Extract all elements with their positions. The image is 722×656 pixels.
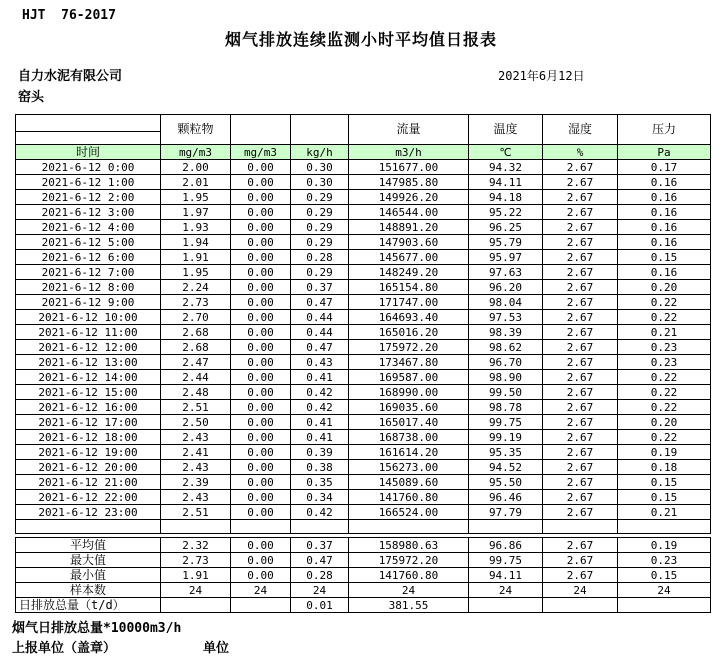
summary-value-cell: 24 — [161, 583, 231, 598]
value-cell: 0.42 — [291, 505, 349, 520]
table-row — [16, 325, 711, 340]
value-cell: 2.01 — [161, 175, 231, 190]
value-cell: 0.22 — [618, 430, 711, 445]
value-cell: 98.39 — [469, 325, 543, 340]
empty-cell — [291, 520, 349, 534]
value-cell: 0.17 — [618, 160, 711, 175]
unit-percent: % — [543, 145, 618, 160]
value-cell: 0.16 — [618, 205, 711, 220]
value-cell: 146544.00 — [349, 205, 469, 220]
table-row — [16, 280, 711, 295]
value-cell: 0.00 — [231, 325, 291, 340]
table-row — [16, 415, 711, 430]
value-cell: 0.15 — [618, 475, 711, 490]
table-row — [16, 250, 711, 265]
value-cell: 2.67 — [543, 235, 618, 250]
time-cell: 2021-6-12 5:00 — [16, 235, 161, 250]
table-row — [16, 190, 711, 205]
value-cell: 2.43 — [161, 490, 231, 505]
value-cell: 2.67 — [543, 400, 618, 415]
time-cell: 2021-6-12 4:00 — [16, 220, 161, 235]
value-cell: 94.11 — [469, 175, 543, 190]
value-cell: 0.00 — [231, 280, 291, 295]
unit-m3-h: m3/h — [349, 145, 469, 160]
value-cell: 0.00 — [231, 415, 291, 430]
value-cell: 0.20 — [618, 415, 711, 430]
value-cell: 169035.60 — [349, 400, 469, 415]
value-cell: 0.00 — [231, 160, 291, 175]
summary-row-label: 日排放总量（t/d） — [16, 598, 161, 613]
value-cell: 1.95 — [161, 265, 231, 280]
value-cell: 0.00 — [231, 220, 291, 235]
standard-code: HJT 76-2017 — [22, 8, 116, 23]
unit-label: 单位 — [203, 641, 230, 656]
summary-value-cell: 2.73 — [161, 553, 231, 568]
value-cell: 98.62 — [469, 340, 543, 355]
value-cell: 2.67 — [543, 445, 618, 460]
value-cell: 166524.00 — [349, 505, 469, 520]
time-cell: 2021-6-12 15:00 — [16, 385, 161, 400]
value-cell: 147903.60 — [349, 235, 469, 250]
value-cell: 0.00 — [231, 190, 291, 205]
value-cell: 2.51 — [161, 400, 231, 415]
unit-pa: Pa — [618, 145, 711, 160]
value-cell: 0.16 — [618, 190, 711, 205]
table-body — [16, 160, 711, 613]
summary-value-cell: 0.37 — [291, 538, 349, 553]
value-cell: 169587.00 — [349, 370, 469, 385]
value-cell: 0.00 — [231, 295, 291, 310]
summary-value-cell: 0.00 — [231, 553, 291, 568]
value-cell: 1.94 — [161, 235, 231, 250]
value-cell: 0.00 — [231, 430, 291, 445]
value-cell: 2.67 — [543, 250, 618, 265]
time-cell: 2021-6-12 19:00 — [16, 445, 161, 460]
summary-value-cell: 0.00 — [231, 568, 291, 583]
header-blank-2 — [291, 115, 349, 145]
header-temperature: 温度 — [469, 115, 543, 145]
summary-value-cell: 24 — [618, 583, 711, 598]
value-cell: 0.22 — [618, 400, 711, 415]
time-cell: 2021-6-12 2:00 — [16, 190, 161, 205]
unit-celsius: ℃ — [469, 145, 543, 160]
time-cell: 2021-6-12 0:00 — [16, 160, 161, 175]
value-cell: 2.44 — [161, 370, 231, 385]
value-cell: 0.18 — [618, 460, 711, 475]
value-cell: 0.28 — [291, 250, 349, 265]
value-cell: 2.43 — [161, 460, 231, 475]
value-cell: 2.48 — [161, 385, 231, 400]
value-cell: 0.30 — [291, 160, 349, 175]
value-cell: 2.43 — [161, 430, 231, 445]
value-cell: 0.16 — [618, 235, 711, 250]
value-cell: 0.00 — [231, 400, 291, 415]
value-cell: 145089.60 — [349, 475, 469, 490]
value-cell: 0.00 — [231, 460, 291, 475]
summary-value-cell: 24 — [291, 583, 349, 598]
summary-row-label: 最大值 — [16, 553, 161, 568]
value-cell: 0.35 — [291, 475, 349, 490]
value-cell: 2.67 — [543, 430, 618, 445]
summary-value-cell: 2.67 — [543, 568, 618, 583]
table-row — [16, 460, 711, 475]
value-cell: 2.67 — [543, 160, 618, 175]
value-cell: 0.00 — [231, 385, 291, 400]
value-cell: 161614.20 — [349, 445, 469, 460]
summary-row — [16, 538, 711, 553]
site-name: 窑头 — [18, 90, 45, 105]
summary-row — [16, 583, 711, 598]
table-row — [16, 205, 711, 220]
value-cell: 2.67 — [543, 295, 618, 310]
summary-value-cell — [231, 598, 291, 613]
summary-value-cell: 175972.20 — [349, 553, 469, 568]
time-cell: 2021-6-12 18:00 — [16, 430, 161, 445]
value-cell: 0.00 — [231, 505, 291, 520]
value-cell: 2.50 — [161, 415, 231, 430]
summary-value-cell: 2.67 — [543, 538, 618, 553]
time-column-header: 时间 — [16, 145, 161, 160]
value-cell: 0.00 — [231, 205, 291, 220]
value-cell: 0.22 — [618, 295, 711, 310]
value-cell: 2.67 — [543, 370, 618, 385]
table-row — [16, 370, 711, 385]
value-cell: 2.67 — [543, 415, 618, 430]
header-blank-1 — [231, 115, 291, 145]
time-cell: 2021-6-12 3:00 — [16, 205, 161, 220]
value-cell: 0.47 — [291, 340, 349, 355]
value-cell: 1.93 — [161, 220, 231, 235]
unit-mg-m3-b: mg/m3 — [231, 145, 291, 160]
value-cell: 0.30 — [291, 175, 349, 190]
time-cell: 2021-6-12 8:00 — [16, 280, 161, 295]
table-row — [16, 430, 711, 445]
summary-value-cell: 1.91 — [161, 568, 231, 583]
value-cell: 96.46 — [469, 490, 543, 505]
time-cell: 2021-6-12 12:00 — [16, 340, 161, 355]
value-cell: 0.29 — [291, 205, 349, 220]
summary-row-label: 最小值 — [16, 568, 161, 583]
report-date: 2021年6月12日 — [498, 69, 585, 83]
value-cell: 0.22 — [618, 310, 711, 325]
summary-value-cell: 2.32 — [161, 538, 231, 553]
time-cell: 2021-6-12 11:00 — [16, 325, 161, 340]
value-cell: 96.20 — [469, 280, 543, 295]
empty-cell — [543, 520, 618, 534]
value-cell: 2.00 — [161, 160, 231, 175]
value-cell: 0.38 — [291, 460, 349, 475]
value-cell: 0.29 — [291, 265, 349, 280]
value-cell: 0.00 — [231, 235, 291, 250]
time-cell: 2021-6-12 16:00 — [16, 400, 161, 415]
value-cell: 94.18 — [469, 190, 543, 205]
time-cell: 2021-6-12 21:00 — [16, 475, 161, 490]
value-cell: 1.95 — [161, 190, 231, 205]
value-cell: 0.47 — [291, 295, 349, 310]
value-cell: 95.35 — [469, 445, 543, 460]
value-cell: 95.22 — [469, 205, 543, 220]
value-cell: 2.67 — [543, 325, 618, 340]
value-cell: 0.43 — [291, 355, 349, 370]
summary-value-cell: 0.00 — [231, 538, 291, 553]
value-cell: 2.41 — [161, 445, 231, 460]
summary-value-cell: 99.75 — [469, 553, 543, 568]
value-cell: 2.67 — [543, 220, 618, 235]
value-cell: 0.23 — [618, 355, 711, 370]
value-cell: 0.39 — [291, 445, 349, 460]
value-cell: 147985.80 — [349, 175, 469, 190]
summary-row — [16, 553, 711, 568]
value-cell: 0.00 — [231, 475, 291, 490]
value-cell: 0.19 — [618, 445, 711, 460]
time-cell: 2021-6-12 22:00 — [16, 490, 161, 505]
table-row — [16, 310, 711, 325]
value-cell: 98.04 — [469, 295, 543, 310]
value-cell: 98.78 — [469, 400, 543, 415]
value-cell: 1.97 — [161, 205, 231, 220]
summary-row-label: 样本数 — [16, 583, 161, 598]
value-cell: 97.63 — [469, 265, 543, 280]
value-cell: 0.00 — [231, 490, 291, 505]
table-row — [16, 220, 711, 235]
value-cell: 0.41 — [291, 430, 349, 445]
summary-row — [16, 568, 711, 583]
value-cell: 2.67 — [543, 190, 618, 205]
value-cell: 95.97 — [469, 250, 543, 265]
company-name: 自力水泥有限公司 — [18, 69, 123, 84]
value-cell: 0.00 — [231, 265, 291, 280]
footnote: 烟气日排放总量*10000m3/h — [12, 621, 182, 636]
summary-value-cell: 96.86 — [469, 538, 543, 553]
value-cell: 0.34 — [291, 490, 349, 505]
value-cell: 0.37 — [291, 280, 349, 295]
value-cell: 0.29 — [291, 190, 349, 205]
empty-cell — [161, 520, 231, 534]
time-cell: 2021-6-12 10:00 — [16, 310, 161, 325]
summary-value-cell: 2.67 — [543, 553, 618, 568]
value-cell: 1.91 — [161, 250, 231, 265]
value-cell: 0.00 — [231, 250, 291, 265]
value-cell: 2.24 — [161, 280, 231, 295]
value-cell: 0.00 — [231, 340, 291, 355]
table-row — [16, 385, 711, 400]
time-cell: 2021-6-12 9:00 — [16, 295, 161, 310]
value-cell: 2.67 — [543, 475, 618, 490]
value-cell: 2.68 — [161, 340, 231, 355]
summary-value-cell: 158980.63 — [349, 538, 469, 553]
summary-value-cell: 0.47 — [291, 553, 349, 568]
value-cell: 2.67 — [543, 490, 618, 505]
table-row — [16, 160, 711, 175]
value-cell: 175972.20 — [349, 340, 469, 355]
value-cell: 0.00 — [231, 175, 291, 190]
value-cell: 0.00 — [231, 310, 291, 325]
value-cell: 173467.80 — [349, 355, 469, 370]
summary-value-cell: 24 — [469, 583, 543, 598]
table-row — [16, 355, 711, 370]
summary-row — [16, 598, 711, 613]
value-cell: 0.22 — [618, 370, 711, 385]
time-cell: 2021-6-12 1:00 — [16, 175, 161, 190]
summary-row-label: 平均值 — [16, 538, 161, 553]
value-cell: 99.75 — [469, 415, 543, 430]
value-cell: 0.20 — [618, 280, 711, 295]
report-unit-label: 上报单位（盖章） — [12, 641, 117, 656]
header-group-row — [16, 115, 711, 132]
value-cell: 156273.00 — [349, 460, 469, 475]
empty-cell — [16, 520, 161, 534]
summary-value-cell — [161, 598, 231, 613]
empty-cell — [231, 520, 291, 534]
value-cell: 165154.80 — [349, 280, 469, 295]
empty-cell — [469, 520, 543, 534]
unit-mg-m3-a: mg/m3 — [161, 145, 231, 160]
unit-kg-h: kg/h — [291, 145, 349, 160]
table-row — [16, 505, 711, 520]
summary-value-cell: 381.55 — [349, 598, 469, 613]
header-pressure: 压力 — [618, 115, 711, 145]
value-cell: 0.44 — [291, 310, 349, 325]
value-cell: 2.67 — [543, 340, 618, 355]
value-cell: 0.15 — [618, 250, 711, 265]
value-cell: 0.41 — [291, 415, 349, 430]
table-row — [16, 265, 711, 280]
value-cell: 0.21 — [618, 325, 711, 340]
summary-value-cell: 24 — [543, 583, 618, 598]
value-cell: 2.67 — [543, 280, 618, 295]
value-cell: 95.79 — [469, 235, 543, 250]
value-cell: 145677.00 — [349, 250, 469, 265]
value-cell: 165016.20 — [349, 325, 469, 340]
summary-value-cell: 0.19 — [618, 538, 711, 553]
table-row — [16, 490, 711, 505]
time-cell: 2021-6-12 14:00 — [16, 370, 161, 385]
value-cell: 0.44 — [291, 325, 349, 340]
value-cell: 168990.00 — [349, 385, 469, 400]
value-cell: 99.50 — [469, 385, 543, 400]
table-row — [16, 475, 711, 490]
value-cell: 141760.80 — [349, 490, 469, 505]
value-cell: 94.32 — [469, 160, 543, 175]
header-corner-top — [16, 115, 161, 132]
time-cell: 2021-6-12 23:00 — [16, 505, 161, 520]
value-cell: 2.67 — [543, 310, 618, 325]
time-cell: 2021-6-12 6:00 — [16, 250, 161, 265]
time-cell: 2021-6-12 20:00 — [16, 460, 161, 475]
summary-value-cell: 141760.80 — [349, 568, 469, 583]
header-humidity: 湿度 — [543, 115, 618, 145]
value-cell: 2.67 — [543, 355, 618, 370]
report-table — [15, 114, 711, 613]
value-cell: 2.67 — [543, 175, 618, 190]
value-cell: 148249.20 — [349, 265, 469, 280]
table-row — [16, 400, 711, 415]
value-cell: 2.39 — [161, 475, 231, 490]
value-cell: 2.67 — [543, 460, 618, 475]
empty-cell — [349, 520, 469, 534]
value-cell: 96.70 — [469, 355, 543, 370]
value-cell: 0.29 — [291, 235, 349, 250]
value-cell: 2.68 — [161, 325, 231, 340]
value-cell: 168738.00 — [349, 430, 469, 445]
value-cell: 164693.40 — [349, 310, 469, 325]
summary-value-cell: 94.11 — [469, 568, 543, 583]
value-cell: 149926.20 — [349, 190, 469, 205]
value-cell: 0.42 — [291, 385, 349, 400]
value-cell: 99.19 — [469, 430, 543, 445]
value-cell: 2.70 — [161, 310, 231, 325]
value-cell: 151677.00 — [349, 160, 469, 175]
summary-value-cell: 0.28 — [291, 568, 349, 583]
value-cell: 0.15 — [618, 490, 711, 505]
value-cell: 0.22 — [618, 385, 711, 400]
value-cell: 2.51 — [161, 505, 231, 520]
summary-value-cell: 24 — [349, 583, 469, 598]
value-cell: 95.50 — [469, 475, 543, 490]
empty-cell — [618, 520, 711, 534]
summary-value-cell: 0.15 — [618, 568, 711, 583]
value-cell: 2.67 — [543, 385, 618, 400]
value-cell: 2.47 — [161, 355, 231, 370]
value-cell: 0.00 — [231, 445, 291, 460]
value-cell: 0.23 — [618, 340, 711, 355]
summary-value-cell: 0.23 — [618, 553, 711, 568]
value-cell: 0.29 — [291, 220, 349, 235]
value-cell: 171747.00 — [349, 295, 469, 310]
summary-value-cell — [469, 598, 543, 613]
value-cell: 0.16 — [618, 220, 711, 235]
time-cell: 2021-6-12 17:00 — [16, 415, 161, 430]
table-row — [16, 235, 711, 250]
value-cell: 2.67 — [543, 505, 618, 520]
value-cell: 0.41 — [291, 370, 349, 385]
summary-value-cell — [618, 598, 711, 613]
value-cell: 97.53 — [469, 310, 543, 325]
summary-value-cell: 0.01 — [291, 598, 349, 613]
value-cell: 0.16 — [618, 265, 711, 280]
header-corner-bottom — [16, 132, 161, 145]
table-row — [16, 175, 711, 190]
report-title: 烟气排放连续监测小时平均值日报表 — [224, 30, 497, 49]
value-cell: 0.00 — [231, 355, 291, 370]
table-row — [16, 340, 711, 355]
value-cell: 97.79 — [469, 505, 543, 520]
header-particulate: 颗粒物 — [161, 115, 231, 145]
empty-row — [16, 520, 711, 534]
value-cell: 0.21 — [618, 505, 711, 520]
value-cell: 0.00 — [231, 370, 291, 385]
summary-value-cell: 24 — [231, 583, 291, 598]
value-cell: 148891.20 — [349, 220, 469, 235]
value-cell: 0.16 — [618, 175, 711, 190]
unit-row — [16, 145, 711, 160]
header-flow: 流量 — [349, 115, 469, 145]
table-row — [16, 445, 711, 460]
table-row — [16, 295, 711, 310]
value-cell: 94.52 — [469, 460, 543, 475]
value-cell: 98.90 — [469, 370, 543, 385]
summary-value-cell — [543, 598, 618, 613]
value-cell: 96.25 — [469, 220, 543, 235]
time-cell: 2021-6-12 7:00 — [16, 265, 161, 280]
value-cell: 0.42 — [291, 400, 349, 415]
time-cell: 2021-6-12 13:00 — [16, 355, 161, 370]
value-cell: 2.73 — [161, 295, 231, 310]
value-cell: 165017.40 — [349, 415, 469, 430]
value-cell: 2.67 — [543, 265, 618, 280]
value-cell: 2.67 — [543, 205, 618, 220]
